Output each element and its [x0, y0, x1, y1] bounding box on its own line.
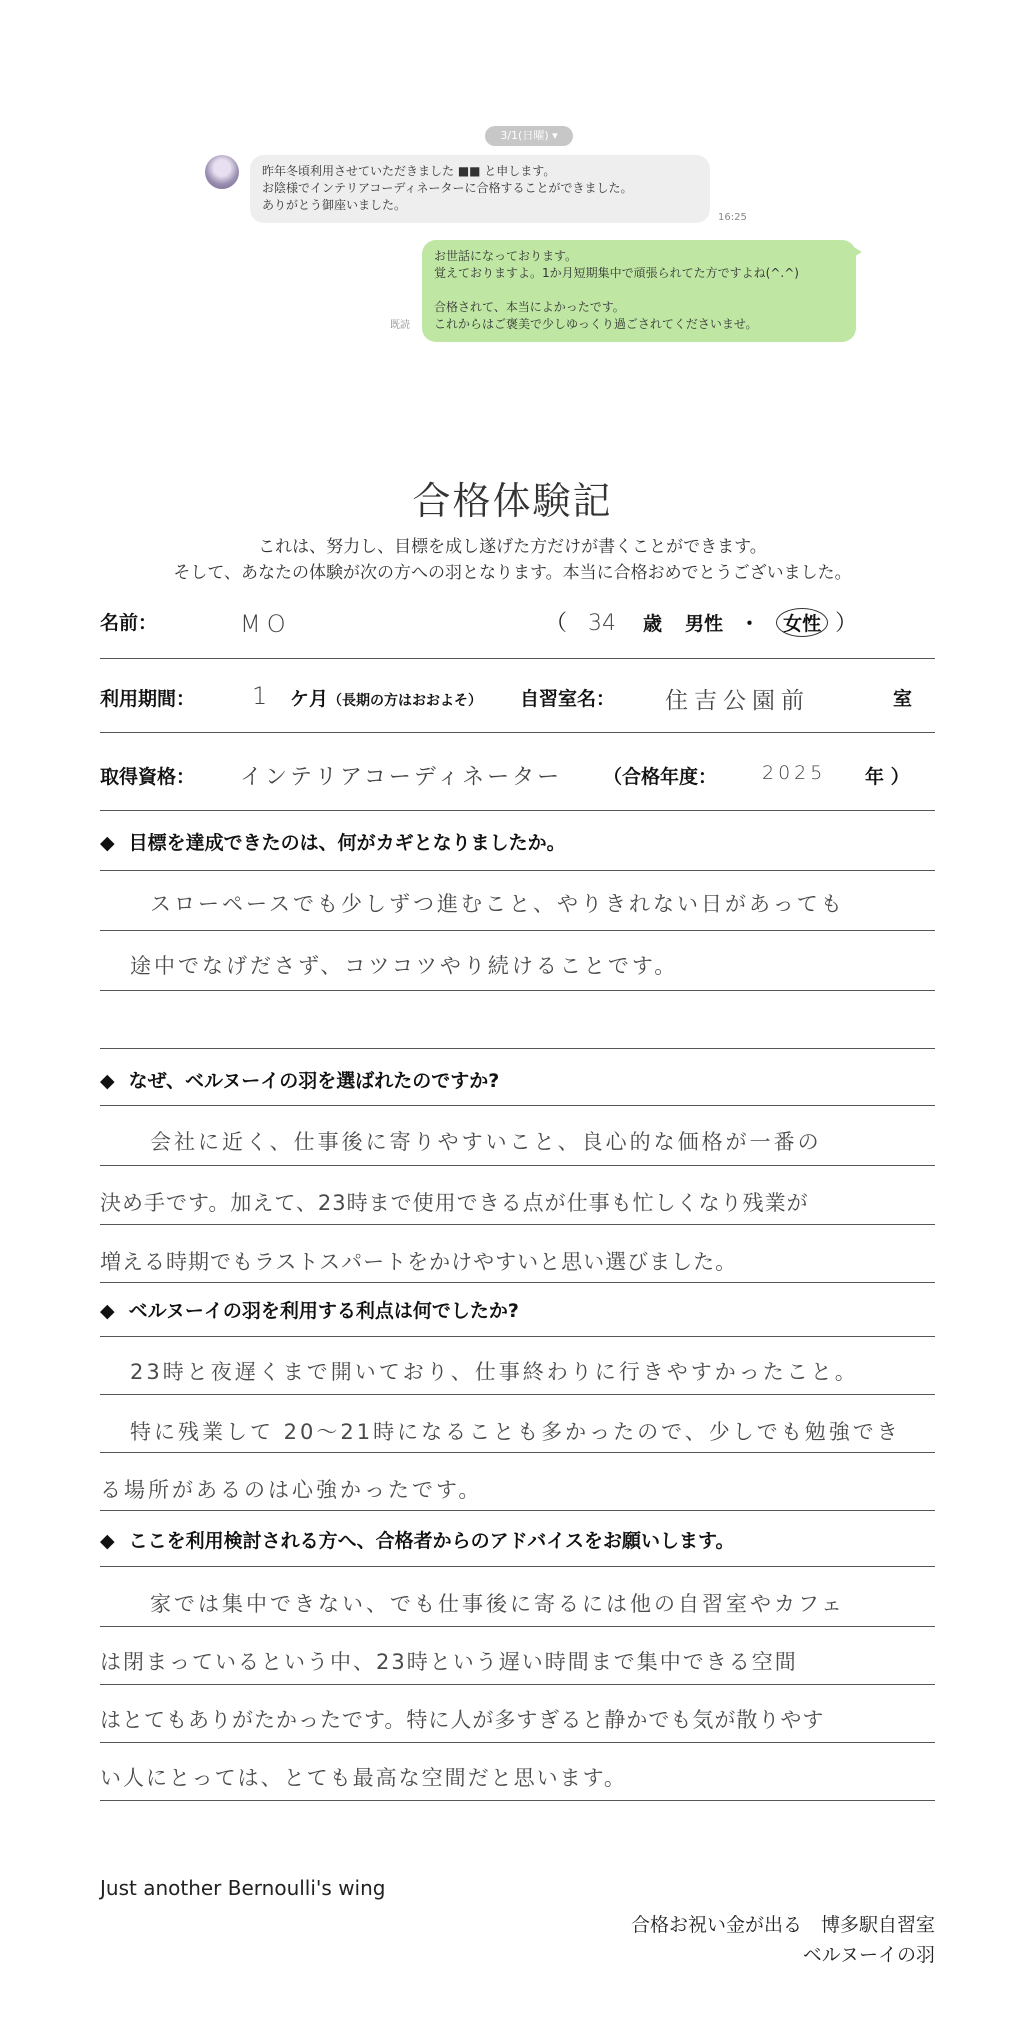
incoming-message	[250, 155, 710, 223]
answer-2-line-2: 決め手です。加えて、23時まで使用できる点が仕事も忙しくなり残業が	[100, 1191, 809, 1215]
period-note: （長期の方はおおよそ）	[328, 693, 483, 709]
question-1: ◆ 目標を達成できたのは、何がカギとなりましたか。	[100, 832, 566, 854]
question-4: ◆ ここを利用検討される方へ、合格者からのアドバイスをお願いします。	[100, 1530, 735, 1552]
gender-male: 男性	[685, 613, 724, 635]
divider	[100, 870, 935, 871]
outgoing-line: 合格されて、本当によかったです。	[434, 300, 625, 314]
outgoing-message	[422, 240, 856, 342]
age-close: ）	[835, 611, 858, 636]
page-title: 合格体験記	[412, 479, 613, 523]
question-1-text: 目標を達成できたのは、何がカギとなりましたか。	[128, 832, 566, 854]
gender-separator: ・	[740, 613, 760, 635]
divider	[100, 990, 935, 991]
answer-4-line-1: 家では集中できない、でも仕事後に寄るには他の自習室やカフェ	[150, 1592, 845, 1616]
divider	[100, 1224, 935, 1225]
question-2: ◆ なぜ、ベルヌーイの羽を選ばれたのですか?	[100, 1070, 500, 1092]
divider	[100, 930, 935, 931]
answer-3-line-3: る場所があるのは心強かったです。	[100, 1478, 483, 1502]
cert-value: インテリアコーディネーター	[240, 765, 563, 790]
divider	[100, 1452, 935, 1453]
divider	[100, 810, 935, 811]
divider	[100, 1510, 935, 1511]
divider	[100, 1048, 935, 1049]
divider	[100, 1336, 935, 1337]
room-label: 自習室名：	[520, 688, 616, 710]
incoming-line: お陰様でインテリアコーディネーターに合格することができました。	[262, 181, 633, 195]
name-label: 名前：	[100, 612, 158, 634]
period-label: 利用期間：	[100, 688, 196, 710]
room-suffix: 室	[893, 688, 913, 710]
chat-date-pill[interactable]: 3/1(日曜) ▾	[485, 126, 573, 146]
incoming-line: 昨年冬頃利用させていただきました ■■ と申します。	[262, 164, 556, 178]
period-unit: ケ月	[290, 688, 329, 710]
divider	[100, 1626, 935, 1627]
age-value: 34	[588, 611, 617, 636]
year-suffix: 年 ）	[865, 766, 910, 788]
answer-3-line-1: 23時と夜遅くまで開いており、仕事終わりに行きやすかったこと。	[130, 1360, 859, 1384]
question-2-text: なぜ、ベルヌーイの羽を選ばれたのですか?	[128, 1070, 500, 1092]
age-label: 歳	[643, 613, 663, 635]
name-value: MO	[240, 610, 292, 638]
footer-title: 合格お祝い金が出る 博多駅自習室	[630, 1914, 935, 1936]
intro-line-1: これは、努力し、目標を成し遂げた方だけが書くことができます。	[258, 537, 767, 557]
outgoing-line	[434, 282, 844, 299]
year-label: （合格年度：	[603, 766, 718, 788]
period-value: 1	[252, 682, 268, 710]
outgoing-line: お世話になっております。	[434, 249, 578, 263]
answer-4-line-3: はとてもありがたかったです。特に人が多すぎると静かでも気が散りやす	[100, 1708, 825, 1732]
divider	[100, 658, 935, 659]
avatar	[205, 155, 239, 189]
divider	[100, 1394, 935, 1395]
question-4-text: ここを利用検討される方へ、合格者からのアドバイスをお願いします。	[128, 1530, 735, 1552]
footer-brand: ベルヌーイの羽	[802, 1944, 935, 1966]
answer-2-line-1: 会社に近く、仕事後に寄りやすいこと、良心的な価格が一番の	[150, 1130, 822, 1154]
read-receipt: 既読	[390, 320, 410, 331]
age-gender-group	[545, 606, 857, 637]
room-value: 住吉公園前	[665, 688, 810, 714]
answer-4-line-4: い人にとっては、とても最高な空間だと思います。	[100, 1766, 627, 1790]
answer-1-line-2: 途中でなげださず、コツコツやり続けることです。	[130, 954, 679, 978]
divider	[100, 1566, 935, 1567]
divider	[100, 732, 935, 733]
question-3-text: ベルヌーイの羽を利用する利点は何でしたか?	[128, 1300, 519, 1322]
divider	[100, 1742, 935, 1743]
period-unit-group	[290, 684, 482, 711]
answer-1-line-1: スローペースでも少しずつ進むこと、やりきれない日があっても	[150, 892, 845, 916]
incoming-line: ありがとう御座いました。	[262, 198, 407, 212]
divider	[100, 1282, 935, 1283]
answer-4-line-2: は閉まっているという中、23時という遅い時間まで集中できる空間	[100, 1650, 798, 1674]
intro-line-2: そして、あなたの体験が次の方への羽となります。本当に合格おめでとうございました。	[173, 563, 852, 583]
year-value: 2025	[762, 762, 827, 784]
divider	[100, 1800, 935, 1801]
answer-2-line-3: 増える時期でもラストスパートをかけやすいと思い選びました。	[100, 1250, 738, 1274]
cert-label: 取得資格：	[100, 766, 196, 788]
outgoing-line: これからはご褒美で少しゆっくり過ごされてくださいませ。	[434, 317, 758, 331]
footer-tagline: Just another Bernoulli's wing	[100, 1876, 386, 1900]
divider	[100, 1105, 935, 1106]
divider	[100, 1165, 935, 1166]
age-open: （	[545, 611, 568, 636]
gender-female-circled: 女性	[776, 608, 828, 637]
answer-3-line-2: 特に残業して 20～21時になることも多かったので、少しでも勉強でき	[130, 1420, 901, 1444]
divider	[100, 1684, 935, 1685]
outgoing-line: 覚えておりますよ。1か月短期集中で頑張られてた方ですよね(^.^)	[434, 266, 799, 280]
question-3: ◆ ベルヌーイの羽を利用する利点は何でしたか?	[100, 1300, 519, 1322]
incoming-time: 16:25	[718, 212, 747, 223]
